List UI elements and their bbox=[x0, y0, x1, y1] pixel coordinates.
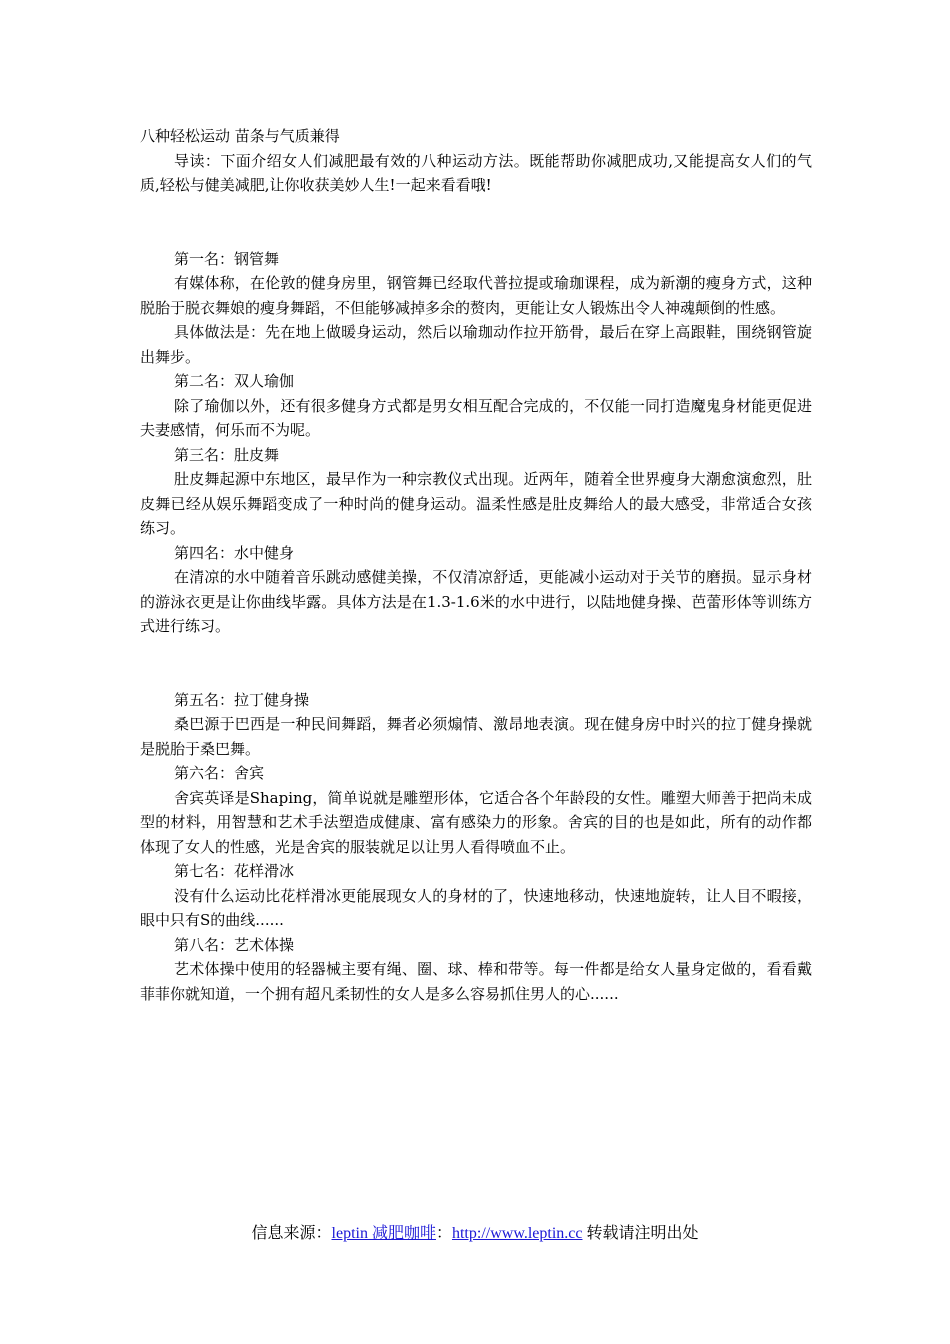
footer-link-brand[interactable]: leptin 减肥咖啡 bbox=[331, 1225, 436, 1242]
spacer bbox=[140, 639, 812, 688]
section-paragraph: 具体做法是：先在地上做暖身运动，然后以瑜珈动作拉开筋骨，最后在穿上高跟鞋，围绕钢管旋出舞步。 bbox=[140, 323, 812, 366]
section-paragraph: 肚皮舞起源中东地区，最早作为一种宗教仪式出现。近两年，随着全世界瘦身大潮愈演愈烈，肚皮舞已经从娱乐舞蹈变成了一种时尚的健身运动。温柔性感是肚皮舞给人的最大感受，非常适合女孩练习。 bbox=[140, 470, 812, 537]
intro-paragraph: 导读：下面介绍女人们减肥最有效的八种运动方法。既能帮助你减肥成功,又能提高女人们的气质,轻松与健美减肥,让你收获美妙人生!一起来看看哦! bbox=[140, 151, 812, 194]
footer-link-url[interactable]: http://www.leptin.cc bbox=[451, 1225, 583, 1242]
section-paragraph: 桑巴源于巴西是一种民间舞蹈，舞者必须煽情、激昂地表演。现在健身房中时兴的拉丁健身操就是脱胎于桑巴舞。 bbox=[140, 715, 812, 758]
section-paragraph: 艺术体操中使用的轻器械主要有绳、圈、球、棒和带等。每一件都是给女人量身定做的，看看戴菲菲你就知道，一个拥有超凡柔韧性的女人是多么容易抓住男人的心...... bbox=[140, 960, 812, 1003]
document-body bbox=[140, 124, 812, 1006]
section-heading: 第三名：肚皮舞 bbox=[174, 445, 280, 464]
footer-separator: ： bbox=[435, 1225, 452, 1242]
section-heading: 第四名：水中健身 bbox=[174, 543, 295, 562]
section-paragraph: 舍宾英译是Shaping，简单说就是雕塑形体，它适合各个年龄段的女性。雕塑大师善于把尚未成型的材料，用智慧和艺术手法塑造成健康、富有感染力的形象。舍宾的目的也是如此，所有的动作都体现了女人的性感，光是舍宾的服装就足以让男人看得喷血不止。 bbox=[140, 788, 812, 856]
section-heading: 第二名：双人瑜伽 bbox=[174, 372, 295, 390]
footer-source-line bbox=[0, 1222, 950, 1246]
section-heading: 第七名：花样滑冰 bbox=[174, 862, 295, 880]
section-paragraph: 没有什么运动比花样滑冰更能展现女人的身材的了，快速地移动，快速地旋转，让人目不暇接，眼中只有S的曲线...... bbox=[140, 886, 812, 929]
section-heading: 第六名：舍宾 bbox=[174, 764, 265, 782]
document-title: 八种轻松运动 苗条与气质兼得 bbox=[140, 127, 340, 145]
section-paragraph: 有媒体称，在伦敦的健身房里，钢管舞已经取代普拉提或瑜珈课程，成为新潮的瘦身方式，这种脱胎于脱衣舞娘的瘦身舞蹈，不但能够减掉多余的赘肉，更能让女人锻炼出令人神魂颠倒的性感。 bbox=[140, 274, 812, 317]
footer-prefix: 信息来源： bbox=[251, 1225, 332, 1242]
footer-suffix: 转载请注明出处 bbox=[582, 1225, 699, 1242]
section-paragraph: 在清凉的水中随着音乐跳动感健美操，不仅清凉舒适，更能减小运动对于关节的磨损。显示身材的游泳衣更是让你曲线毕露。具体方法是在1.3-1.6米的水中进行，以陆地健身操、芭蕾形体等训练方式进行练习。 bbox=[140, 568, 812, 635]
section-paragraph: 除了瑜伽以外，还有很多健身方式都是男女相互配合完成的，不仅能一同打造魔鬼身材能更促进夫妻感情，何乐而不为呢。 bbox=[140, 396, 812, 439]
section-heading: 第一名：钢管舞 bbox=[174, 249, 280, 268]
section-heading: 第五名：拉丁健身操 bbox=[174, 690, 310, 709]
section-heading: 第八名：艺术体操 bbox=[174, 935, 295, 954]
spacer bbox=[140, 198, 812, 247]
